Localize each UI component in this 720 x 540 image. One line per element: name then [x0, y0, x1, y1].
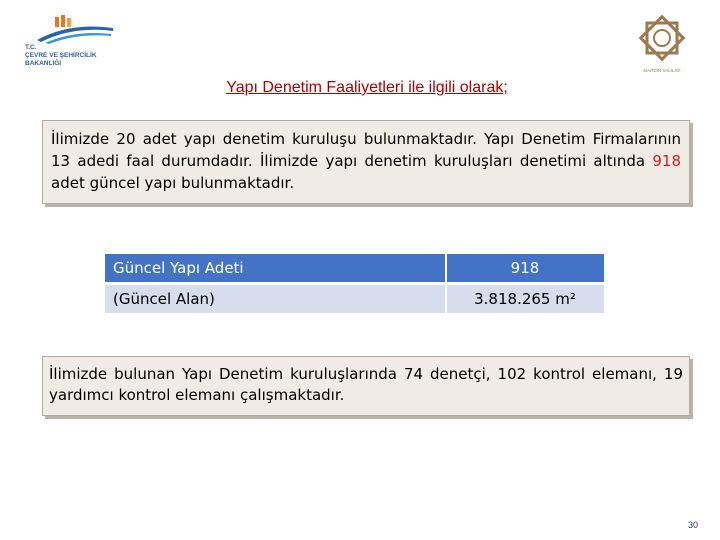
table-cell-label: Güncel Yapı Adeti: [113, 259, 244, 277]
summary-highlight-count: 918: [652, 152, 681, 170]
logo-line-bakanligi: BAKANLIĞI: [25, 60, 62, 67]
table-cell-value: 3.818.265 m²: [474, 290, 576, 308]
staff-box: [42, 356, 690, 416]
table-cell-value: 918: [510, 259, 540, 277]
ministry-logo: [25, 14, 125, 67]
table-row: [105, 285, 604, 313]
summary-text-part1: İlimizde 20 adet yapı denetim kuruluşu bulunmaktadır. Yapı Denetim Firmalarının 13 adedi faal durumdadır. İlimizde yapı denetim kuruluşları denetimi altında: [51, 130, 681, 170]
summary-box: [42, 120, 690, 204]
staff-text: İlimizde bulunan Yapı Denetim kuruluşlarında 74 denetçi, 102 kontrol elemanı, 19 yardımcı kontrol elemanı çalışmaktadır.: [49, 365, 683, 404]
logo-line-ministry: ÇEVRE VE ŞEHİRCİLİK: [25, 52, 97, 59]
ministry-emblem-icon: [35, 14, 113, 44]
page-title: Yapı Denetim Faaliyetleri ile ilgili olarak;: [226, 79, 508, 96]
governorship-caption: MARDİN VALİLİĞİ: [643, 68, 681, 73]
page-number: 30: [688, 520, 699, 530]
seljuk-star-icon: [630, 14, 694, 68]
table-row: [105, 254, 604, 282]
logo-line-tc: T.C.: [25, 44, 37, 51]
stats-table: [105, 254, 604, 314]
table-cell-label: (Güncel Alan): [113, 290, 215, 308]
governorship-logo: [630, 14, 694, 78]
summary-text-part2: adet güncel yapı bulunmaktadır.: [51, 174, 295, 192]
